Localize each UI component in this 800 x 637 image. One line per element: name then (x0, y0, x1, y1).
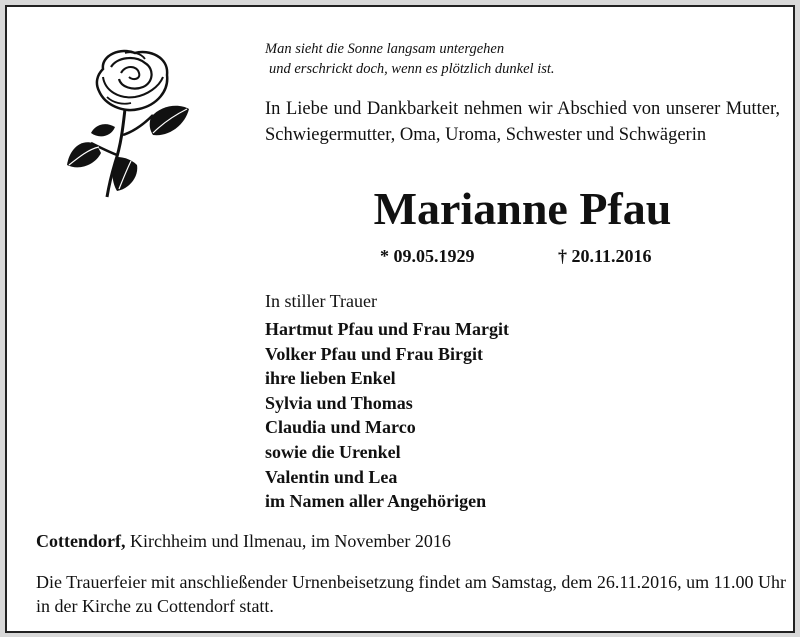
place-date-line (36, 529, 451, 553)
mourner-line: ihre lieben Enkel (265, 368, 396, 389)
birth-date: * 09.05.1929 (380, 246, 475, 266)
place-rest: Kirchheim und Ilmenau, im November 2016 (125, 531, 451, 551)
poem (265, 39, 765, 79)
mourner-line: Valentin und Lea (265, 466, 398, 487)
mourner-line: Sylvia und Thomas (265, 392, 413, 413)
deceased-name: Marianne Pfau (373, 183, 672, 234)
death-date: † 20.11.2016 (558, 246, 652, 266)
mourner-line: im Namen aller Angehörigen (265, 491, 487, 512)
mourners-list (265, 317, 509, 514)
funeral-notice: Die Trauerfeier mit anschließender Urnenbeisetzung findet am Samstag, dem 26.11.2016, um 11.00 Uhr in der Kirche zu Cottendorf statt. (36, 572, 786, 616)
intro-text: In Liebe und Dankbarkeit nehmen wir Abschied von unserer Mutter, Schwiegermutter, Oma, Uroma, Schwester und Schwägerin (265, 99, 780, 145)
poem-line: Man sieht die Sonne langsam untergehen (265, 41, 505, 57)
poem-line: und erschrickt doch, wenn es plötzlich dunkel ist. (269, 61, 555, 77)
mourner-line: sowie die Urenkel (265, 441, 401, 462)
mourner-line: Hartmut Pfau und Frau Margit (265, 319, 509, 339)
obituary-card (5, 5, 795, 633)
mourner-line: Claudia und Marco (265, 417, 416, 438)
rose-icon (65, 47, 195, 199)
mourner-line: Volker Pfau und Frau Birgit (265, 343, 484, 364)
place-bold: Cottendorf, (36, 531, 126, 551)
mourning-label: In stiller Trauer (265, 291, 377, 311)
